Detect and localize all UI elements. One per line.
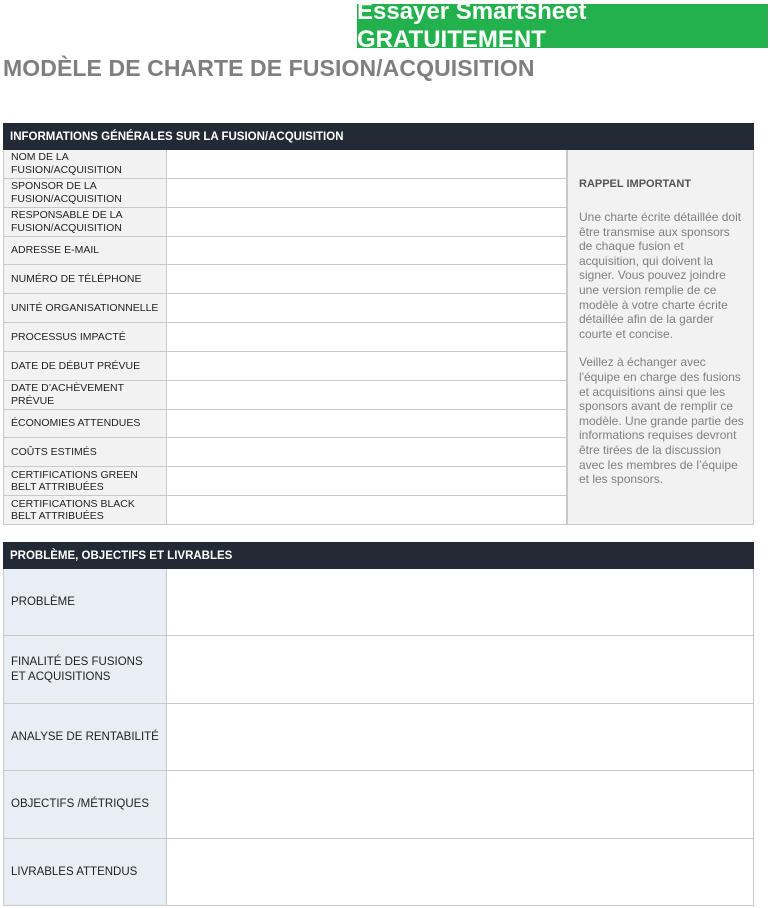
important-reminder-box <box>567 150 754 525</box>
try-smartsheet-button[interactable]: Essayer Smartsheet GRATUITEMENT <box>357 4 768 48</box>
deliverables-label: LIVRABLES ATTENDUS <box>3 839 167 905</box>
info-label: DATE D’ACHÈVEMENT PRÉVUE <box>3 381 167 409</box>
problem-row <box>3 569 754 636</box>
savings-field[interactable] <box>167 410 567 438</box>
problem-objectives-section <box>3 542 754 906</box>
problem-label: PROBLÈME <box>3 569 167 635</box>
manager-field[interactable] <box>167 208 567 236</box>
info-label: UNITÉ ORGANISATIONNELLE <box>3 294 167 322</box>
reminder-paragraph: Une charte écrite détaillée doit être transmise aux sponsors de chaque fusion et acquisition, qui doivent la signer. Vous pouvez joindre une version remplie de ce modèle à votre charte écrite détaillée afin de la garder courte et concise. <box>579 210 742 341</box>
info-label: DATE DE DÉBUT PRÉVUE <box>3 352 167 380</box>
info-row-unit <box>3 294 567 323</box>
info-label: SPONSOR DE LA FUSION/ACQUISITION <box>3 179 167 207</box>
info-label: NOM DE LA FUSION/ACQUISITION <box>3 150 167 178</box>
purpose-row <box>3 636 754 703</box>
org-unit-field[interactable] <box>167 294 567 322</box>
info-row-name <box>3 150 567 179</box>
info-label: NUMÉRO DE TÉLÉPHONE <box>3 265 167 293</box>
info-row-process <box>3 323 567 352</box>
info-row-sponsor <box>3 179 567 208</box>
merger-name-field[interactable] <box>167 150 567 178</box>
reminder-title: RAPPEL IMPORTANT <box>579 178 692 190</box>
start-date-field[interactable] <box>167 352 567 380</box>
info-row-manager <box>3 208 567 237</box>
general-info-section <box>3 123 754 525</box>
deliverables-row <box>3 839 754 906</box>
problem-section-header: PROBLÈME, OBJECTIFS ET LIVRABLES <box>3 542 754 569</box>
process-field[interactable] <box>167 323 567 351</box>
info-row-costs <box>3 438 567 467</box>
problem-field[interactable] <box>167 569 754 635</box>
costs-field[interactable] <box>167 438 567 466</box>
general-info-header: INFORMATIONS GÉNÉRALES SUR LA FUSION/ACQUISITION <box>3 123 754 150</box>
reminder-paragraph: Veillez à échanger avec l'équipe en charge des fusions et acquisitions ainsi que les sponsors avant de remplir ce modèle. Une grande partie des informations requises devront être tirées de la discussion avec les membres de l’équipe et les sponsors. <box>579 355 744 487</box>
info-label: CERTIFICATIONS BLACK BELT ATTRIBUÉES <box>3 496 167 524</box>
info-label: PROCESSUS IMPACTÉ <box>3 323 167 351</box>
info-label: CERTIFICATIONS GREEN BELT ATTRIBUÉES <box>3 467 167 495</box>
objectives-field[interactable] <box>167 771 754 837</box>
info-label: RESPONSABLE DE LA FUSION/ACQUISITION <box>3 208 167 236</box>
general-info-rows <box>3 150 567 525</box>
info-label: ÉCONOMIES ATTENDUES <box>3 410 167 438</box>
purpose-field[interactable] <box>167 636 754 702</box>
page-title: MODÈLE DE CHARTE DE FUSION/ACQUISITION <box>3 55 535 81</box>
business-case-label: ANALYSE DE RENTABILITÉ <box>3 704 167 770</box>
purpose-label: FINALITÉ DES FUSIONS ET ACQUISITIONS <box>3 636 167 702</box>
black-belt-field[interactable] <box>167 496 567 524</box>
phone-field[interactable] <box>167 265 567 293</box>
objectives-label: OBJECTIFS /MÉTRIQUES <box>3 771 167 837</box>
info-row-end-date <box>3 381 567 410</box>
deliverables-field[interactable] <box>167 839 754 905</box>
end-date-field[interactable] <box>167 381 567 409</box>
objectives-row <box>3 771 754 838</box>
email-field[interactable] <box>167 237 567 265</box>
sponsor-field[interactable] <box>167 179 567 207</box>
info-row-green-belt <box>3 467 567 496</box>
green-belt-field[interactable] <box>167 467 567 495</box>
business-case-field[interactable] <box>167 704 754 770</box>
info-label: COÛTS ESTIMÉS <box>3 438 167 466</box>
info-row-black-belt <box>3 496 567 525</box>
info-row-email <box>3 237 567 266</box>
business-case-row <box>3 704 754 771</box>
info-row-phone <box>3 265 567 294</box>
info-row-savings <box>3 410 567 439</box>
info-row-start-date <box>3 352 567 381</box>
info-label: ADRESSE E-MAIL <box>3 237 167 265</box>
